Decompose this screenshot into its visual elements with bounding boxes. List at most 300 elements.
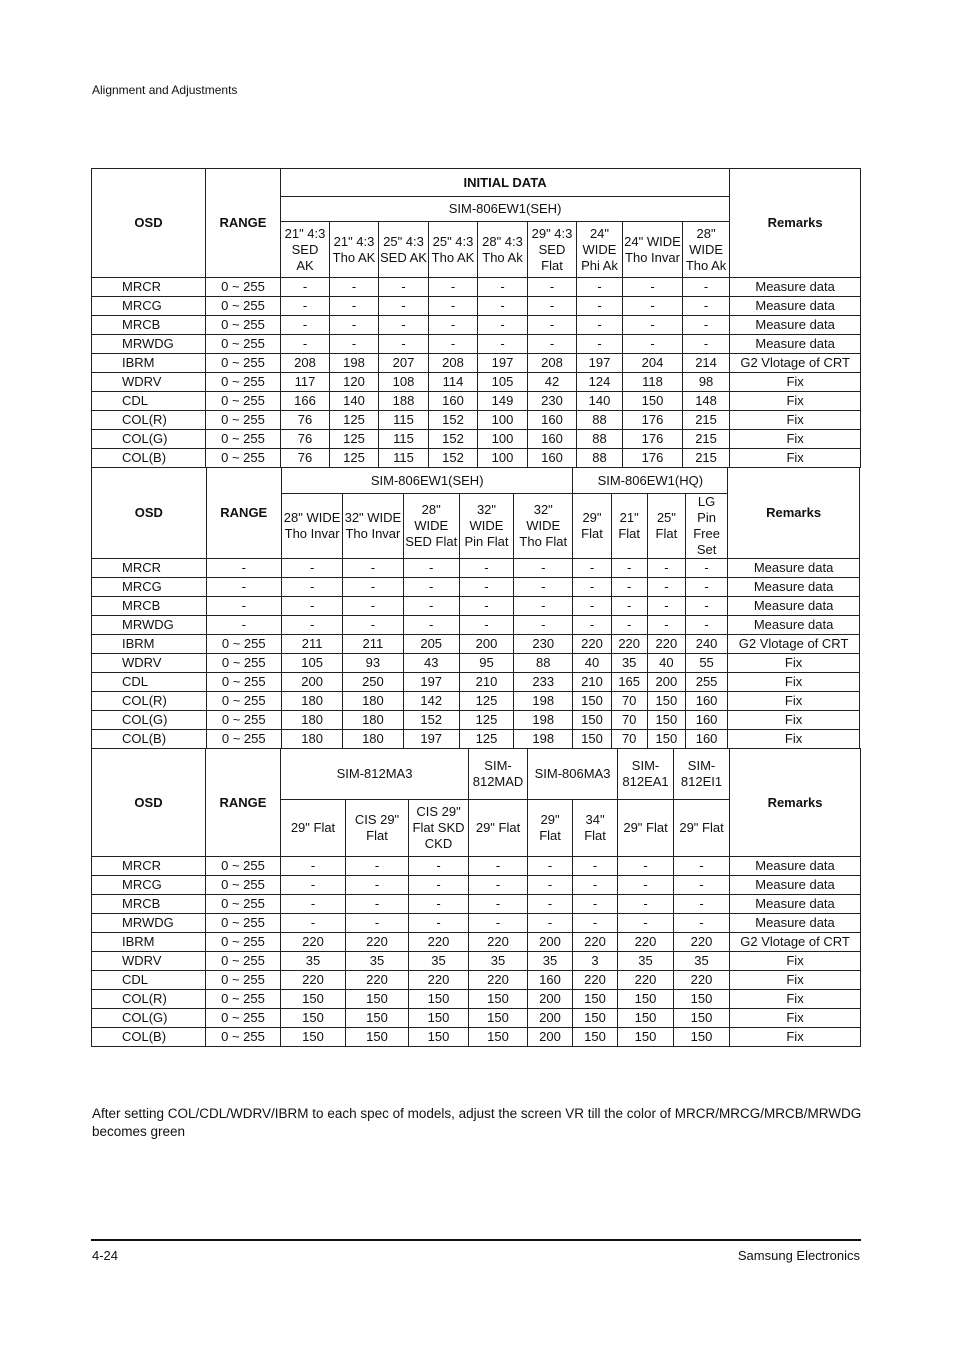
range-cell: - [206, 616, 281, 635]
table-row [92, 373, 861, 392]
value-cell: 105 [478, 373, 528, 392]
osd-cell: COL(R) [92, 411, 206, 430]
value-cell: 220 [573, 635, 611, 654]
value-cell: - [379, 297, 429, 316]
value-cell: 40 [647, 654, 685, 673]
value-cell: - [343, 616, 403, 635]
range-cell: 0 ~ 255 [206, 933, 281, 952]
value-cell: 150 [281, 1009, 346, 1028]
range-cell: 0 ~ 255 [206, 990, 281, 1009]
table-row [92, 597, 860, 616]
table-row [92, 673, 860, 692]
model-group-header: SIM-812EI1 [674, 749, 730, 800]
value-cell: 200 [528, 990, 573, 1009]
value-cell: 100 [478, 411, 528, 430]
range-cell: 0 ~ 255 [206, 876, 281, 895]
value-cell: 150 [573, 692, 611, 711]
value-cell: - [528, 914, 573, 933]
model-header: 28" WIDE SED Flat [403, 494, 459, 559]
model-header: 29" Flat [674, 800, 730, 857]
value-cell: 140 [577, 392, 623, 411]
range-cell: - [206, 578, 281, 597]
value-cell: - [343, 597, 403, 616]
value-cell: - [281, 578, 342, 597]
value-cell: 125 [459, 730, 513, 749]
value-cell: 140 [330, 392, 379, 411]
value-cell: 150 [674, 990, 730, 1009]
value-cell: - [346, 857, 409, 876]
value-cell: 215 [683, 411, 730, 430]
table-row [92, 952, 861, 971]
osd-cell: IBRM [92, 635, 207, 654]
value-cell: 42 [528, 373, 577, 392]
remarks-cell: Measure data [730, 278, 861, 297]
value-cell: 88 [577, 411, 623, 430]
range-cell: 0 ~ 255 [206, 673, 281, 692]
model-header: 32" WIDE Tho Flat [514, 494, 573, 559]
remarks-cell: G2 Vlotage of CRT [728, 635, 860, 654]
model-header: 21" 4:3 Tho AK [330, 222, 379, 278]
value-cell: - [674, 876, 730, 895]
value-cell: 125 [459, 711, 513, 730]
value-cell: 180 [281, 730, 342, 749]
value-cell: - [674, 914, 730, 933]
osd-cell: MRCR [92, 278, 206, 297]
model-header: 29" Flat [618, 800, 674, 857]
value-cell: 150 [409, 990, 469, 1009]
range-header: RANGE [206, 468, 281, 559]
remarks-cell: Measure data [730, 297, 861, 316]
value-cell: 150 [281, 990, 346, 1009]
value-cell: 35 [674, 952, 730, 971]
model-header: 21" Flat [611, 494, 647, 559]
value-cell: - [683, 316, 730, 335]
value-cell: - [409, 895, 469, 914]
osd-header: OSD [92, 749, 206, 857]
range-header: RANGE [206, 749, 281, 857]
table-row [92, 914, 861, 933]
value-cell: - [685, 559, 727, 578]
value-cell: 115 [379, 449, 429, 468]
value-cell: - [573, 578, 611, 597]
model-header: 29" Flat [528, 800, 573, 857]
model-header: 24" WIDE Tho Invar [623, 222, 683, 278]
value-cell: 98 [683, 373, 730, 392]
value-cell: 200 [528, 933, 573, 952]
range-cell: 0 ~ 255 [206, 895, 281, 914]
model-header: 29" Flat [281, 800, 346, 857]
value-cell: - [685, 578, 727, 597]
remarks-cell: Fix [728, 711, 860, 730]
value-cell: 150 [409, 1009, 469, 1028]
value-cell: - [330, 278, 379, 297]
value-cell: 35 [346, 952, 409, 971]
range-cell: 0 ~ 255 [206, 278, 281, 297]
value-cell: 125 [330, 411, 379, 430]
range-cell: - [206, 597, 281, 616]
osd-cell: MRCG [92, 876, 206, 895]
initial-data-tables [91, 168, 860, 1047]
value-cell: 188 [379, 392, 429, 411]
value-cell: 152 [429, 449, 478, 468]
value-cell: 148 [683, 392, 730, 411]
value-cell: 200 [647, 673, 685, 692]
value-cell: 76 [281, 449, 330, 468]
model-group-header: SIM-812MA3 [281, 749, 469, 800]
remarks-header: Remarks [730, 749, 861, 857]
value-cell: - [379, 316, 429, 335]
osd-cell: COL(B) [92, 1028, 206, 1047]
value-cell: 220 [573, 933, 618, 952]
osd-cell: COL(B) [92, 449, 206, 468]
value-cell: - [573, 876, 618, 895]
value-cell: 35 [469, 952, 528, 971]
osd-cell: MRCB [92, 895, 206, 914]
osd-cell: COL(R) [92, 692, 207, 711]
value-cell: - [577, 297, 623, 316]
table-row [92, 430, 861, 449]
range-cell: 0 ~ 255 [206, 914, 281, 933]
value-cell: 150 [623, 392, 683, 411]
value-cell: - [346, 914, 409, 933]
value-cell: 198 [514, 730, 573, 749]
value-cell: - [343, 578, 403, 597]
value-cell: 100 [478, 430, 528, 449]
model-header: 28" WIDE Tho Invar [281, 494, 342, 559]
value-cell: 70 [611, 730, 647, 749]
value-cell: 220 [674, 971, 730, 990]
value-cell: - [623, 278, 683, 297]
value-cell: 35 [528, 952, 573, 971]
value-cell: - [409, 857, 469, 876]
value-cell: - [611, 578, 647, 597]
value-cell: - [573, 559, 611, 578]
value-cell: - [528, 876, 573, 895]
value-cell: 210 [573, 673, 611, 692]
value-cell: - [623, 297, 683, 316]
value-cell: - [478, 297, 528, 316]
remarks-cell: Measure data [728, 578, 860, 597]
model-header: 28" WIDE Tho Ak [683, 222, 730, 278]
remarks-cell: Fix [730, 971, 861, 990]
remarks-cell: Measure data [730, 914, 861, 933]
value-cell: 35 [281, 952, 346, 971]
value-cell: - [618, 876, 674, 895]
remarks-cell: Fix [730, 373, 861, 392]
model-group-header: SIM-812MAD [469, 749, 528, 800]
value-cell: 149 [478, 392, 528, 411]
model-header: 25" 4:3 Tho AK [429, 222, 478, 278]
value-cell: 220 [346, 971, 409, 990]
value-cell: - [528, 297, 577, 316]
value-cell: - [379, 335, 429, 354]
value-cell: 160 [685, 692, 727, 711]
remarks-cell: Measure data [730, 316, 861, 335]
range-cell: 0 ~ 255 [206, 1009, 281, 1028]
value-cell: 150 [674, 1009, 730, 1028]
value-cell: - [281, 857, 346, 876]
value-cell: - [429, 335, 478, 354]
value-cell: 176 [623, 449, 683, 468]
table-row [92, 316, 861, 335]
range-cell: 0 ~ 255 [206, 711, 281, 730]
value-cell: 208 [528, 354, 577, 373]
value-cell: - [573, 914, 618, 933]
value-cell: 142 [403, 692, 459, 711]
value-cell: - [528, 335, 577, 354]
value-cell: 180 [281, 711, 342, 730]
value-cell: 205 [403, 635, 459, 654]
osd-cell: CDL [92, 673, 207, 692]
osd-cell: WDRV [92, 373, 206, 392]
value-cell: 250 [343, 673, 403, 692]
value-cell: - [330, 316, 379, 335]
value-cell: - [514, 578, 573, 597]
value-cell: 211 [281, 635, 342, 654]
value-cell: - [611, 597, 647, 616]
value-cell: 180 [343, 730, 403, 749]
range-cell: 0 ~ 255 [206, 1028, 281, 1047]
value-cell: - [573, 616, 611, 635]
range-cell: 0 ~ 255 [206, 654, 281, 673]
osd-cell: CDL [92, 971, 206, 990]
value-cell: 150 [573, 1009, 618, 1028]
value-cell: - [281, 597, 342, 616]
value-cell: - [343, 559, 403, 578]
range-cell: 0 ~ 255 [206, 297, 281, 316]
company-name: Samsung Electronics [737, 1248, 860, 1263]
range-cell: 0 ~ 255 [206, 354, 281, 373]
value-cell: - [281, 316, 330, 335]
value-cell: 208 [429, 354, 478, 373]
range-cell: 0 ~ 255 [206, 635, 281, 654]
value-cell: 160 [685, 730, 727, 749]
remarks-cell: Measure data [728, 616, 860, 635]
value-cell: - [281, 895, 346, 914]
remarks-header: Remarks [728, 468, 860, 559]
range-cell: 0 ~ 255 [206, 692, 281, 711]
value-cell: 211 [343, 635, 403, 654]
table-sim-806ew1-seh-4x3 [91, 168, 861, 468]
value-cell: 197 [403, 730, 459, 749]
remarks-cell: Measure data [728, 597, 860, 616]
value-cell: 55 [685, 654, 727, 673]
remarks-cell: G2 Vlotage of CRT [730, 933, 861, 952]
value-cell: - [469, 857, 528, 876]
value-cell: 70 [611, 711, 647, 730]
remarks-cell: Fix [730, 411, 861, 430]
value-cell: - [469, 876, 528, 895]
remarks-cell: Fix [730, 430, 861, 449]
value-cell: - [346, 895, 409, 914]
model-header: 28" 4:3 Tho Ak [478, 222, 528, 278]
value-cell: 35 [611, 654, 647, 673]
value-cell: 35 [618, 952, 674, 971]
value-cell: 160 [429, 392, 478, 411]
value-cell: - [647, 616, 685, 635]
value-cell: 200 [528, 1028, 573, 1047]
value-cell: 220 [409, 971, 469, 990]
value-cell: 150 [346, 990, 409, 1009]
value-cell: 76 [281, 411, 330, 430]
table-row [92, 411, 861, 430]
value-cell: - [647, 559, 685, 578]
value-cell: - [528, 316, 577, 335]
table-sim-806ew1-wide [91, 467, 860, 749]
value-cell: 220 [647, 635, 685, 654]
remarks-cell: G2 Vlotage of CRT [730, 354, 861, 373]
model-group-header: SIM-806EW1(SEH) [281, 468, 572, 494]
value-cell: - [379, 278, 429, 297]
value-cell: 88 [577, 449, 623, 468]
value-cell: - [514, 597, 573, 616]
value-cell: 220 [281, 933, 346, 952]
value-cell: 152 [429, 430, 478, 449]
model-header: 25" Flat [647, 494, 685, 559]
value-cell: 176 [623, 430, 683, 449]
value-cell: - [647, 578, 685, 597]
value-cell: 215 [683, 449, 730, 468]
remarks-cell: Fix [728, 692, 860, 711]
value-cell: 220 [469, 971, 528, 990]
value-cell: - [577, 316, 623, 335]
value-cell: 120 [330, 373, 379, 392]
value-cell: - [647, 597, 685, 616]
value-cell: 88 [577, 430, 623, 449]
value-cell: - [478, 278, 528, 297]
value-cell: 117 [281, 373, 330, 392]
osd-cell: MRCG [92, 297, 206, 316]
value-cell: 152 [429, 411, 478, 430]
table-row [92, 354, 861, 373]
value-cell: 176 [623, 411, 683, 430]
model-header: 29" Flat [469, 800, 528, 857]
value-cell: - [459, 616, 513, 635]
osd-cell: WDRV [92, 952, 206, 971]
model-header: 25" 4:3 SED AK [379, 222, 429, 278]
table-row [92, 654, 860, 673]
value-cell: - [330, 335, 379, 354]
value-cell: 150 [647, 711, 685, 730]
value-cell: 150 [618, 1028, 674, 1047]
page-number: 4-24 [92, 1248, 119, 1263]
value-cell: 198 [514, 692, 573, 711]
osd-cell: MRCB [92, 316, 206, 335]
value-cell: 160 [528, 971, 573, 990]
table-row [92, 730, 860, 749]
remarks-header: Remarks [730, 169, 861, 278]
model-header: 34" Flat [573, 800, 618, 857]
value-cell: - [623, 335, 683, 354]
value-cell: - [403, 578, 459, 597]
model-header: 32" WIDE Tho Invar [343, 494, 403, 559]
value-cell: - [403, 616, 459, 635]
value-cell: - [577, 335, 623, 354]
range-header: RANGE [206, 169, 281, 278]
value-cell: 150 [674, 1028, 730, 1047]
range-cell: 0 ~ 255 [206, 971, 281, 990]
value-cell: 125 [330, 430, 379, 449]
value-cell: - [281, 559, 342, 578]
value-cell: - [577, 278, 623, 297]
remarks-cell: Fix [730, 392, 861, 411]
value-cell: 150 [469, 1028, 528, 1047]
value-cell: - [573, 597, 611, 616]
value-cell: - [281, 278, 330, 297]
value-cell: - [611, 616, 647, 635]
value-cell: 150 [409, 1028, 469, 1047]
value-cell: 118 [623, 373, 683, 392]
model-group-header: SIM-806EW1(SEH) [281, 197, 730, 222]
table-row [92, 857, 861, 876]
remarks-cell: Fix [730, 990, 861, 1009]
value-cell: - [429, 316, 478, 335]
value-cell: 88 [514, 654, 573, 673]
table-row [92, 297, 861, 316]
value-cell: 150 [573, 990, 618, 1009]
value-cell: 180 [343, 711, 403, 730]
value-cell: 220 [618, 933, 674, 952]
remarks-cell: Fix [728, 673, 860, 692]
value-cell: - [685, 616, 727, 635]
remarks-cell: Measure data [730, 857, 861, 876]
value-cell: 220 [409, 933, 469, 952]
table-row [92, 449, 861, 468]
range-cell: 0 ~ 255 [206, 335, 281, 354]
value-cell: 230 [514, 635, 573, 654]
model-header: LG Pin Free Set [685, 494, 727, 559]
model-header: 21" 4:3 SED AK [281, 222, 330, 278]
osd-cell: COL(R) [92, 990, 206, 1009]
value-cell: 255 [685, 673, 727, 692]
value-cell: 150 [618, 990, 674, 1009]
osd-cell: MRCR [92, 857, 206, 876]
range-cell: 0 ~ 255 [206, 857, 281, 876]
osd-header: OSD [92, 169, 206, 278]
model-group-header: SIM-806EW1(HQ) [573, 468, 728, 494]
value-cell: 114 [429, 373, 478, 392]
osd-cell: IBRM [92, 354, 206, 373]
value-cell: 160 [528, 411, 577, 430]
value-cell: - [528, 857, 573, 876]
osd-cell: MRWDG [92, 616, 207, 635]
osd-cell: IBRM [92, 933, 206, 952]
value-cell: - [623, 316, 683, 335]
value-cell: - [528, 278, 577, 297]
value-cell: - [573, 895, 618, 914]
value-cell: - [469, 895, 528, 914]
osd-cell: MRCB [92, 597, 207, 616]
value-cell: 40 [573, 654, 611, 673]
value-cell: 197 [478, 354, 528, 373]
value-cell: 150 [281, 1028, 346, 1047]
table-row [92, 692, 860, 711]
value-cell: - [346, 876, 409, 895]
value-cell: 214 [683, 354, 730, 373]
value-cell: 76 [281, 430, 330, 449]
value-cell: 204 [623, 354, 683, 373]
model-group-header: SIM-806MA3 [528, 749, 618, 800]
value-cell: 150 [346, 1009, 409, 1028]
table-row [92, 392, 861, 411]
range-cell: 0 ~ 255 [206, 449, 281, 468]
table-row [92, 971, 861, 990]
value-cell: - [409, 876, 469, 895]
value-cell: 160 [685, 711, 727, 730]
value-cell: - [459, 559, 513, 578]
value-cell: 105 [281, 654, 342, 673]
value-cell: 150 [469, 1009, 528, 1028]
